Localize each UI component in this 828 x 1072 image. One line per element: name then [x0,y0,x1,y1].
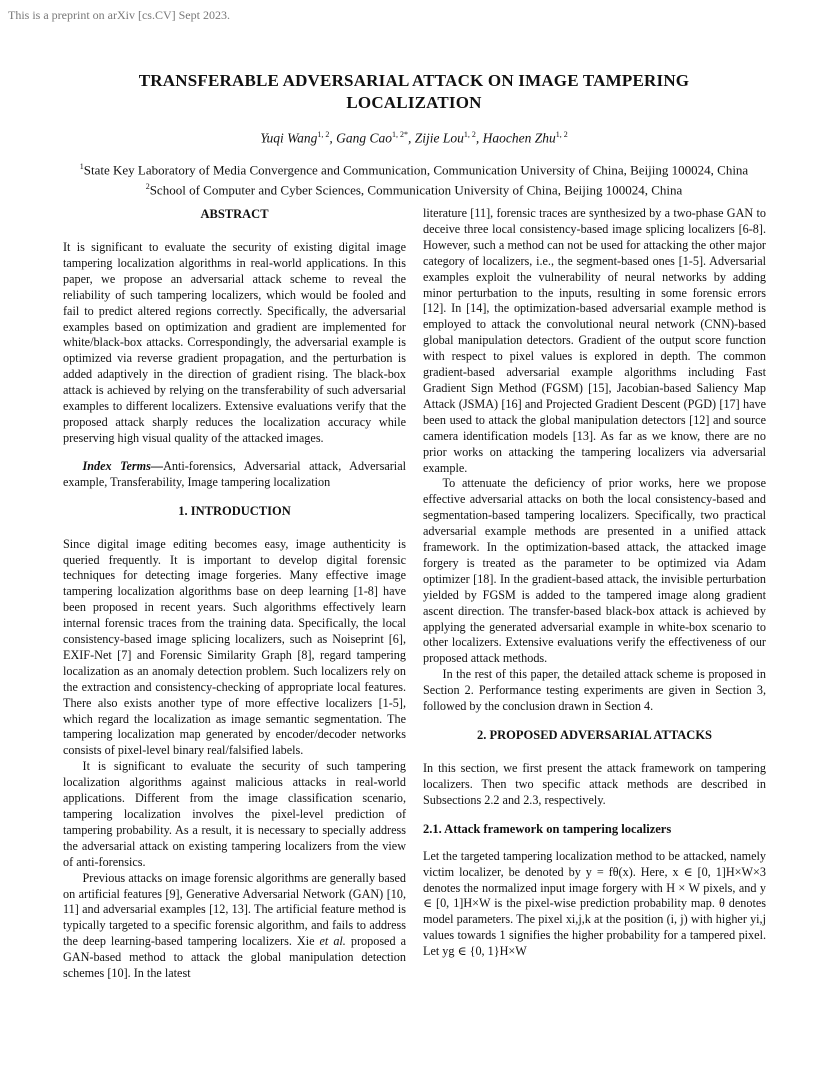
title-line-2: LOCALIZATION [346,93,482,112]
author-2: Gang Cao [336,130,393,146]
arxiv-note: This is a preprint on arXiv [cs.CV] Sept 2023. [8,8,230,22]
author-1-affil: 1, 2 [317,130,330,139]
intro-paragraph-2: It is significant to evaluate the security of such tampering localization algorithms against malicious attacks in real-world applications. Different from the image classification scenario, tampering localization involves the pixel-level prediction of tampering probability. As a result, it is necessary to specially address the adversarial attack on existing tampering localizers from the view of anti-forensics. [63,759,406,869]
index-terms-list: Anti-forensics, Adversarial attack, Adversarial example, Transferability, Image tampering localization [63,458,406,489]
affiliations [40,158,788,199]
intro-paragraph-6: In the rest of this paper, the detailed attack scheme is proposed in Section 2. Performance testing experiments are given in Section 3, followed by the conclusion drawn in Section 4. [423,667,766,714]
subsection-2-1-paragraph: Let the targeted tampering localization method to be attacked, namely victim localizer, be denoted by y = fθ(x). Here, x ∈ [0, 1]H×W×3 denotes the normalized input image forgery with H × W pixels, and y ∈ [0, 1]H×W is the pixel-wise prediction probability map. θ denotes model parameters. The pixel xi,j,k at the position (i, j) with higher yi,j values towards 1 signifies the higher probability for a tampered pixel. Let yg ∈ {0, 1}H×W [423,848,766,959]
author-4: Haochen Zhu [482,130,556,146]
author-1: Yuqi Wang [260,130,318,146]
intro-paragraph-3: Previous attacks on image forensic algorithms are generally based on artificial features [9], Generative Adversarial Network (GAN) [10, 11] and adversarial examples [12, 13]. The artificial feature method is typically targeted to a specific forensic algorithm, and fails to address the deep learning-based tampering localizers. Xie et al. proposed a GAN-based method to attack the global manipulation detection schemes [10]. In the latest [63,870,406,981]
intro-paragraph-1: Since digital image editing becomes easy, image authenticity is queried frequently. It is important to develop digital forensic techniques for detecting image forgeries. Many effective image tampering localization algorithms base on deep learning [1-8] have been proposed in recent years. Such algorithms effectively learn internal forensic traces from the training data. Specifically, the local consistency-based image splicing localizers, such as Noiseprint [6], EXIF-Net [7] and Forensic Similarity Graph [8], regard tampering localization as an anomaly detection problem. Such localizers rely on the extraction and consistency-checking of appropriate local features. There also exists another type of more effective localizers [1-5], which regard the localization as image semantic segmentation. The tampering localization map generated by encoder/decoder networks consists of pixel-level binary real/falsified labels. [63,536,406,758]
abstract-text: It is significant to evaluate the security of existing digital image tampering localization algorithms in real-world applications. In this paper, we propose an adversarial attack scheme to reveal the reliability of such tampering localizers, which would be fooled and fail to predict altered regions correctly. Specifically, the adversarial examples based on optimization and gradient are implemented for white/black-box attacks. Correspondingly, the adversarial example is optimized via reverse gradient propagation, and the perturbation is added adaptively in the direction of gradient rising. The black-box attack is achieved by relying on the transferability of such adversarial examples to different localizers. Extensive evaluations verify that the proposed attack sharply reduces the localization accuracy while preserving high visual quality of the attacked images. [63,240,406,445]
author-3-affil: 1, 2 [463,130,476,139]
affiliation-2: $^2$School of Computer and Cyber Sciences, Communication University of China, Beijing 100024, China [145,182,683,198]
paper-title [60,70,768,114]
title-line-1: TRANSFERABLE ADVERSARIAL ATTACK ON IMAGE TAMPERING [138,71,690,90]
subsection-2-1-heading: 2.1. Attack framework on tampering localizers [423,821,672,836]
right-column [423,206,766,960]
section-2-paragraph: In this section, we first present the attack framework on tampering localizers. Then two specific attack methods are described in Subsections 2.2 and 2.3, respectively. [423,761,766,807]
author-3: Zijie Lou [414,130,464,146]
intro-paragraph-4: literature [11], forensic traces are synthesized by a two-phase GAN to deceive three local consistency-based image splicing localizers [6-8]. However, such a method can not be used for attacking the other major category of localizers, i.e., the segment-based ones [1-5]. Adversarial examples exploit the vulnerability of neural networks by adding minor perturbation to the inputs, resulting in some forensic errors [12]. In [14], the optimization-based adversarial example method is employed to attack the convolutional neural network (CNN)-based global manipulation detectors. Gradient of the output score function with respect to pixel values is explored in depth. The common gradient-based adversarial example algorithms including Fast Gradient Sign Method (FGSM) [15], Jacobian-based Saliency Map Attack (JSMA) [16] and Projected Gradient Descent (PGD) [17] have been used to attack the global manipulation detectors [12] and source camera identification models [13]. As far as we know, there are no prior works on attacking the tampering localizers via adversarial example. [423,206,766,475]
intro-paragraph-5: To attenuate the deficiency of prior works, here we propose effective adversarial attacks on both the local consistency-based and segmentation-based tampering localizers. Specifically, two practical adversarial example methods are presented in a unified attack framework. In the optimization-based attack, the attacked image forgery is treated as the parameter to be optimized via Adam optimizer [18]. In the gradient-based attack, the invisible perturbation yielded by FGSM is added to the tampered image along gradient ascent direction. The transfer-based black-box attack is achieved by applying the generated adversarial example in white-box scenario to other localizers. Extensive evaluations verify the effectiveness of our proposed attack methods. [423,476,766,666]
index-terms-label: Index Terms— [82,458,164,473]
author-2-affil: 1, 2* [392,130,409,139]
left-column [63,206,406,982]
author-list: Yuqi Wang$^{1, 2}$, Gang Cao$^{1, 2*}$, Zijie Lou$^{1, 2}$, Haochen Zhu$^{1, 2}$ [260,130,568,146]
introduction-heading: 1. INTRODUCTION [178,503,291,518]
section-2-heading: 2. PROPOSED ADVERSARIAL ATTACKS [477,728,712,742]
abstract-heading: ABSTRACT [200,207,269,221]
index-terms [63,459,406,491]
affiliation-1: $^1$State Key Laboratory of Media Convergence and Communication, Communication University of China, Beijing 100024, China [79,162,749,178]
author-4-affil: 1, 2 [555,130,568,139]
